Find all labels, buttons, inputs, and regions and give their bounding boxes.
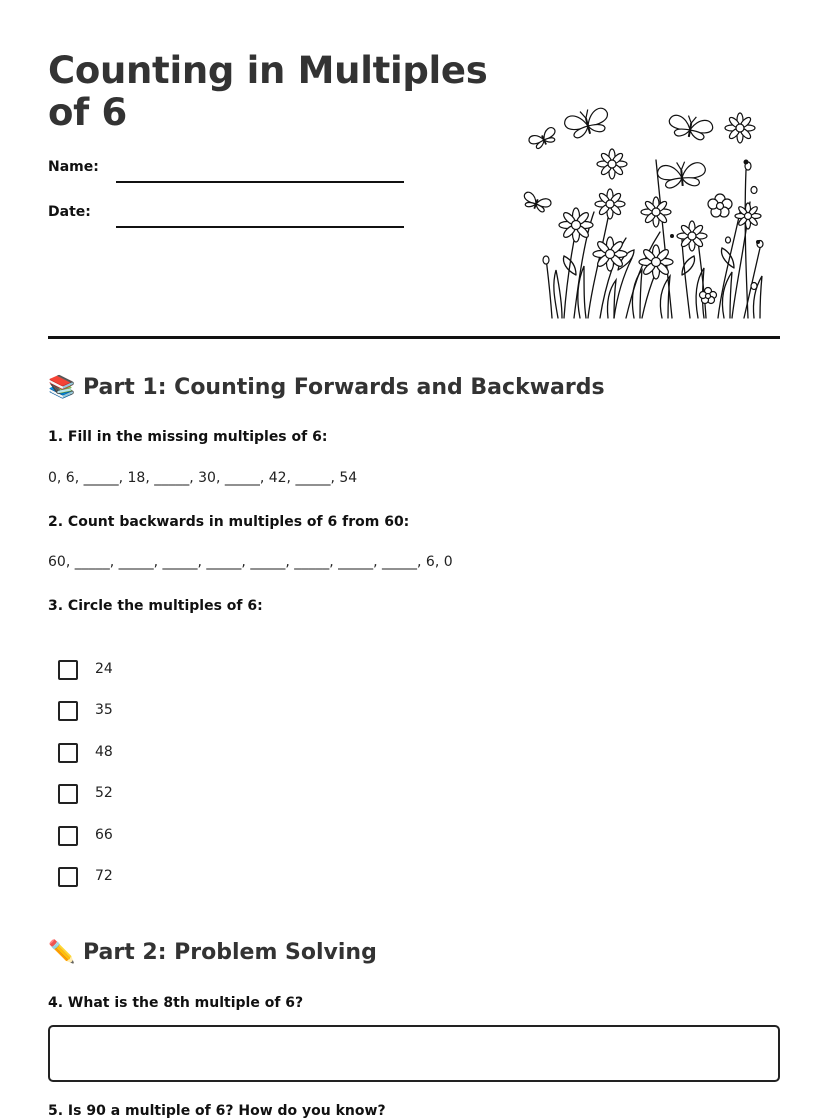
part1-heading-text: Part 1: Counting Forwards and Backwards: [83, 375, 605, 400]
question-1: 1. Fill in the missing multiples of 6:: [48, 429, 328, 445]
option-checkbox[interactable]: [58, 826, 78, 846]
name-field-row: [48, 159, 408, 189]
date-label: Date:: [48, 204, 91, 220]
option-checkbox[interactable]: [58, 701, 78, 721]
part2-heading: [48, 940, 377, 965]
option-checkbox[interactable]: [58, 784, 78, 804]
option-item: [58, 826, 258, 850]
option-label: 72: [95, 868, 113, 884]
butterflies-and-flowers-illustration: [522, 100, 768, 320]
option-label: 52: [95, 785, 113, 801]
pencil-icon: ✏️: [48, 940, 76, 965]
question-2: 2. Count backwards in multiples of 6 from 60:: [48, 514, 410, 530]
option-item: [58, 867, 258, 891]
books-icon: 📚: [48, 375, 76, 400]
part2-heading-text: Part 2: Problem Solving: [83, 940, 377, 965]
part1-heading: [48, 375, 605, 400]
option-item: [58, 701, 258, 725]
option-item: [58, 660, 258, 684]
question-3: 3. Circle the multiples of 6:: [48, 598, 263, 614]
option-label: 48: [95, 744, 113, 760]
question-4-answer-box[interactable]: [48, 1025, 780, 1082]
question-4: 4. What is the 8th multiple of 6?: [48, 995, 304, 1011]
date-field[interactable]: [116, 226, 404, 228]
date-field-row: [48, 204, 408, 234]
option-label: 35: [95, 702, 113, 718]
name-label: Name:: [48, 159, 99, 175]
page-title: Counting in Multiples of 6: [48, 49, 488, 134]
option-item: [58, 743, 258, 767]
option-label: 24: [95, 661, 113, 677]
question-2-sequence: 60, _____, _____, _____, _____, _____, _____, _____, _____, 6, 0: [48, 554, 453, 570]
question-5: 5. Is 90 a multiple of 6? How do you know?: [48, 1103, 386, 1118]
option-checkbox[interactable]: [58, 660, 78, 680]
option-checkbox[interactable]: [58, 743, 78, 763]
worksheet-page: [48, 0, 780, 1118]
option-label: 66: [95, 827, 113, 843]
question-1-sequence: 0, 6, _____, 18, _____, 30, _____, 42, _____, 54: [48, 470, 358, 486]
option-item: [58, 784, 258, 808]
header-divider: [48, 336, 780, 339]
name-field[interactable]: [116, 181, 404, 183]
option-checkbox[interactable]: [58, 867, 78, 887]
